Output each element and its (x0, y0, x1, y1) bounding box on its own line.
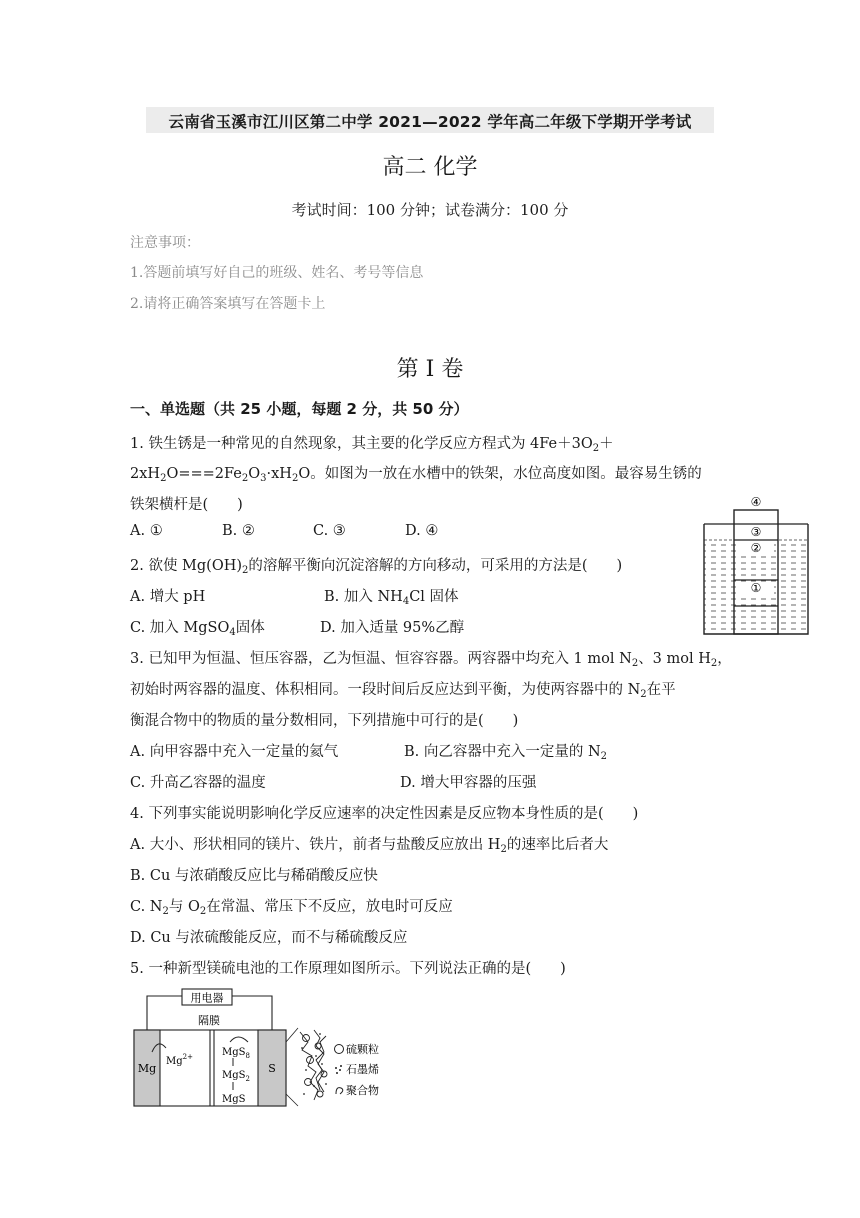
q3-option-c: C. 升高乙容器的温度 (130, 775, 266, 791)
q1-line3: 铁架横杆是( ) (130, 497, 243, 513)
species-mgs: MgS (222, 1094, 246, 1105)
q2-stem: 2. 欲使 $Mg(OH)_2$的溶解平衡向沉淀溶解的方向移动，可采用的方法是( ) (130, 558, 623, 576)
mg-ion-label: $Mg^{2+}$ (166, 1053, 193, 1067)
mg-s-battery-figure (130, 986, 400, 1110)
q2-option-c: C. 加入 MgSO$_4$固体 (130, 620, 265, 638)
q3-line2: 初始时两容器的温度、体积相同。一段时间后反应达到平衡，为使两容器中的 $N_2$在平 (130, 682, 676, 700)
q3-line1: 3. 已知甲为恒温、恒压容器，乙为恒温、恒容容器。两容器中均充入 1 mol $N_2$、3 mol $H_2$， (130, 651, 732, 669)
q2-option-b: B. 加入 $NH_4Cl$ 固体 (324, 589, 459, 607)
section-title: 一、单选题（共 25 小题，每题 2 分，共 50 分） (130, 400, 469, 418)
q1-option-d: D. ④ (405, 523, 439, 539)
q1-option-c: C. ③ (313, 523, 346, 539)
q2-option-d: D. 加入适量 95%乙醇 (320, 620, 465, 636)
notice-item-1: 1.答题前填写好自己的班级、姓名、考号等信息 (130, 265, 424, 281)
svg-text:用电器: 用电器 (190, 991, 224, 1005)
cathode-microstructure (300, 1030, 327, 1100)
q3-option-a: A. 向甲容器中充入一定量的氦气 (130, 744, 339, 760)
membrane-label: 隔膜 (198, 1014, 220, 1027)
q4-option-a: A. 大小、形状相同的镁片、铁片，前者与盐酸反应放出 $H_2$的速率比后者大 (130, 837, 609, 855)
cathode-label: S (268, 1062, 276, 1075)
q1-line2: $2xH_2O===2Fe_2O_3\cdot xH_2O$。如图为一放在水槽中的铁架，水位高度如图。最容易生锈的 (130, 466, 702, 484)
frame-label-3: ③ (750, 525, 762, 539)
legend-sulfur: 硫颗粒 (346, 1043, 379, 1056)
q4-stem: 4. 下列事实能说明影响化学反应速率的决定性因素是反应物本身性质的是( ) (130, 806, 639, 822)
legend-graphene: 石墨烯 (346, 1063, 379, 1076)
frame-label-4: ④ (750, 495, 762, 509)
q4-option-c: C. $N_2$与 $O_2$在常温、常压下不反应，放电时可反应 (130, 899, 453, 917)
q3-option-d: D. 增大甲容器的压强 (400, 775, 537, 791)
q1-option-b: B. ② (222, 523, 255, 539)
species-mgs2: MgS$_2$ (222, 1070, 250, 1083)
q4-option-b: B. Cu 与浓硝酸反应比与稀硝酸反应快 (130, 868, 378, 884)
q1-line1: 1. 铁生锈是一种常见的自然现象，其主要的化学反应方程式为 $4Fe+3O_2+$ (130, 436, 614, 454)
q4-option-d: D. Cu 与浓硫酸能反应，而不与稀硫酸反应 (130, 930, 408, 946)
frame-label-2: ② (750, 541, 762, 555)
iron-frame-figure (700, 494, 814, 640)
species-mgs8: MgS$_8$ (222, 1047, 250, 1060)
notice-heading: 注意事项： (130, 235, 200, 251)
q5-stem: 5. 一种新型镁硫电池的工作原理如图所示。下列说法正确的是( ) (130, 961, 566, 977)
legend-polymer: 聚合物 (346, 1084, 379, 1097)
exam-title: 云南省玉溪市江川区第二中学 2021—2022 学年高二年级下学期开学考试 (168, 113, 692, 131)
graphene-icon (335, 1065, 342, 1074)
notice-item-2: 2.请将正确答案填写在答题卡上 (130, 296, 326, 312)
q3-line3: 衡混合物中的物质的量分数相同，下列措施中可行的是( ) (130, 713, 519, 729)
q2-option-a: A. 增大 pH (130, 589, 206, 605)
q1-option-a: A. ① (130, 523, 163, 539)
polymer-icon (336, 1088, 343, 1094)
anode-label: Mg (137, 1062, 157, 1075)
frame-label-1: ① (750, 581, 762, 595)
sulfur-particle-icon (335, 1045, 344, 1054)
exam-time-info: 考试时间：100 分钟；试卷满分：100 分 (291, 201, 569, 219)
subject-title: 高二 化学 (382, 155, 478, 180)
q3-option-b: B. 向乙容器中充入一定量的 $N_2$ (404, 744, 608, 762)
part-title: 第 I 卷 (396, 357, 464, 382)
